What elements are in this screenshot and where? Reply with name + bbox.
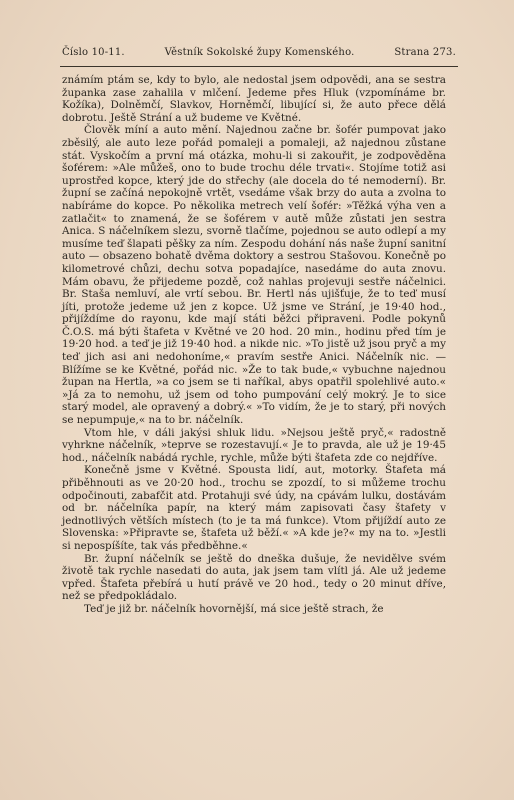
paragraph: Vtom hle, v dáli jakýsi shluk lidu. »Nejsou ještě pryč,« radostně vyhrkne náčelník, »teprve se rozestavují.« Je to pravda, ale už je 19·45 hod., náčelník nabádá rychle, rychle, může býti štafeta zde co nejdříve. xyxy=(62,426,446,464)
paragraph: známím ptám se, kdy to bylo, ale nedostal jsem odpovědi, ana se sestra županka zase zahalila v mlčení. Jedeme přes Hluk (vzpomínáme br. Kožíka), Dolněmčí, Slavkov, Horněmčí, libující si, že auto přece dělá dobrotu. Ještě Strání a už budeme ve Květné. xyxy=(62,74,446,124)
paragraph: Teď je již br. náčelník hovornější, má sice ještě strach, že xyxy=(84,602,384,615)
running-header xyxy=(62,47,456,63)
header-rule xyxy=(60,66,458,67)
page-number: Strana 273. xyxy=(394,47,456,58)
article-body xyxy=(62,74,446,616)
issue-number: Číslo 10-11. xyxy=(62,47,125,58)
paragraph: Člověk míní a auto mění. Najednou začne br. šofér pumpovat jako zběsilý, ale auto leze pořád pomaleji a pomaleji, až najednou zůstane stát. Vyskočím a první má otázka, mohu-li si zakouřit, je zodpověděna šoférem: »Ale můžeš, ono to bude trochu déle trvati«. Stojíme totiž asi uprostřed kopce, který jde do střechy (ale docela do té nemoderní). Br. župní se začíná nepokojně vrtět, vsedáme však brzy do auta a zvolna to nabíráme do kopce. Po několika metrech velí šofér: »Těžká výha ven a zatlačit« to znamená, že se šoférem v autě může zůstati jen sestra Anica. S náčelníkem slezu, svorně tlačíme, pojednou se auto odlepí a my musíme teď šlapati pěšky za ním. Zespodu dohání nás naše župní sanitní auto — obsazeno bohatě dvěma doktory a sestrou Stašovou. Konečně po kilometrové chůzi, dechu sotva popadajíce, nasedáme do auta znovu. Mám obavu, že přijedeme pozdě, což nahlas projevuji sestře náčelnici. Br. Staša nemluví, ale vrtí sebou. Br. Hertl nás ujišťuje, že to teď musí jíti, protože jedeme už jen z kopce. Už jsme ve Strání, je 19·40 hod., přijíždíme do rayonu, kde mají státi běžci připraveni. Podle pokynů Č.O.S. má býti štafeta v Květné ve 20 hod. 20 min., hodinu před tím je 19·20 hod. a teď je již 19·40 hod. a nikde nic. »To jistě už jsou pryč a my teď jich asi ani nedohoníme,« pravím sestře Anici. Náčelník nic. — Blížíme se ke Květné, pořád nic. »Že to tak bude,« vybuchne najednou župan na Hertla, »a co jsem se ti naříkal, abys opatřil spolehlivé auto.« »Já za to nemohu, už jsem od toho pumpování celý mokrý. Je to sice starý model, ale opravený a dobrý.« »To vidím, že je to starý, při nových se nepumpuje,« na to br. náčelník. xyxy=(62,124,446,427)
paragraph: Br. župní náčelník se ještě do dneška dušuje, že nevidělve svém životě tak rychle nasedati do auta, jak jsem tam vlítl já. Ale už jedeme vpřed. Štafeta přebírá u hutí právě ve 20 hod., tedy o 20 minut dříve, než se předpokládalo. xyxy=(62,552,446,603)
paragraph: Konečně jsme v Květné. Spousta lidí, aut, motorky. Štafeta má přiběhnouti as ve 20·20 hod., trochu se zpozdí, to si můžeme trochu odpočinouti, zabafčit atd. Protahuji své údy, na cpávám lulku, dostávám od br. náčelníka papír, na který mám zapisovati časy štafety v jednotlivých větších místech (to je ta má funkce). Vtom přijíždí auto ze Slovenska: »Připravte se, štafeta už běží.« »A kde je?« my na to. »Jestli si nepospíšíte, tak vás předběhne.« xyxy=(62,464,446,552)
journal-title: Věstník Sokolské župy Komenského. xyxy=(164,47,355,58)
